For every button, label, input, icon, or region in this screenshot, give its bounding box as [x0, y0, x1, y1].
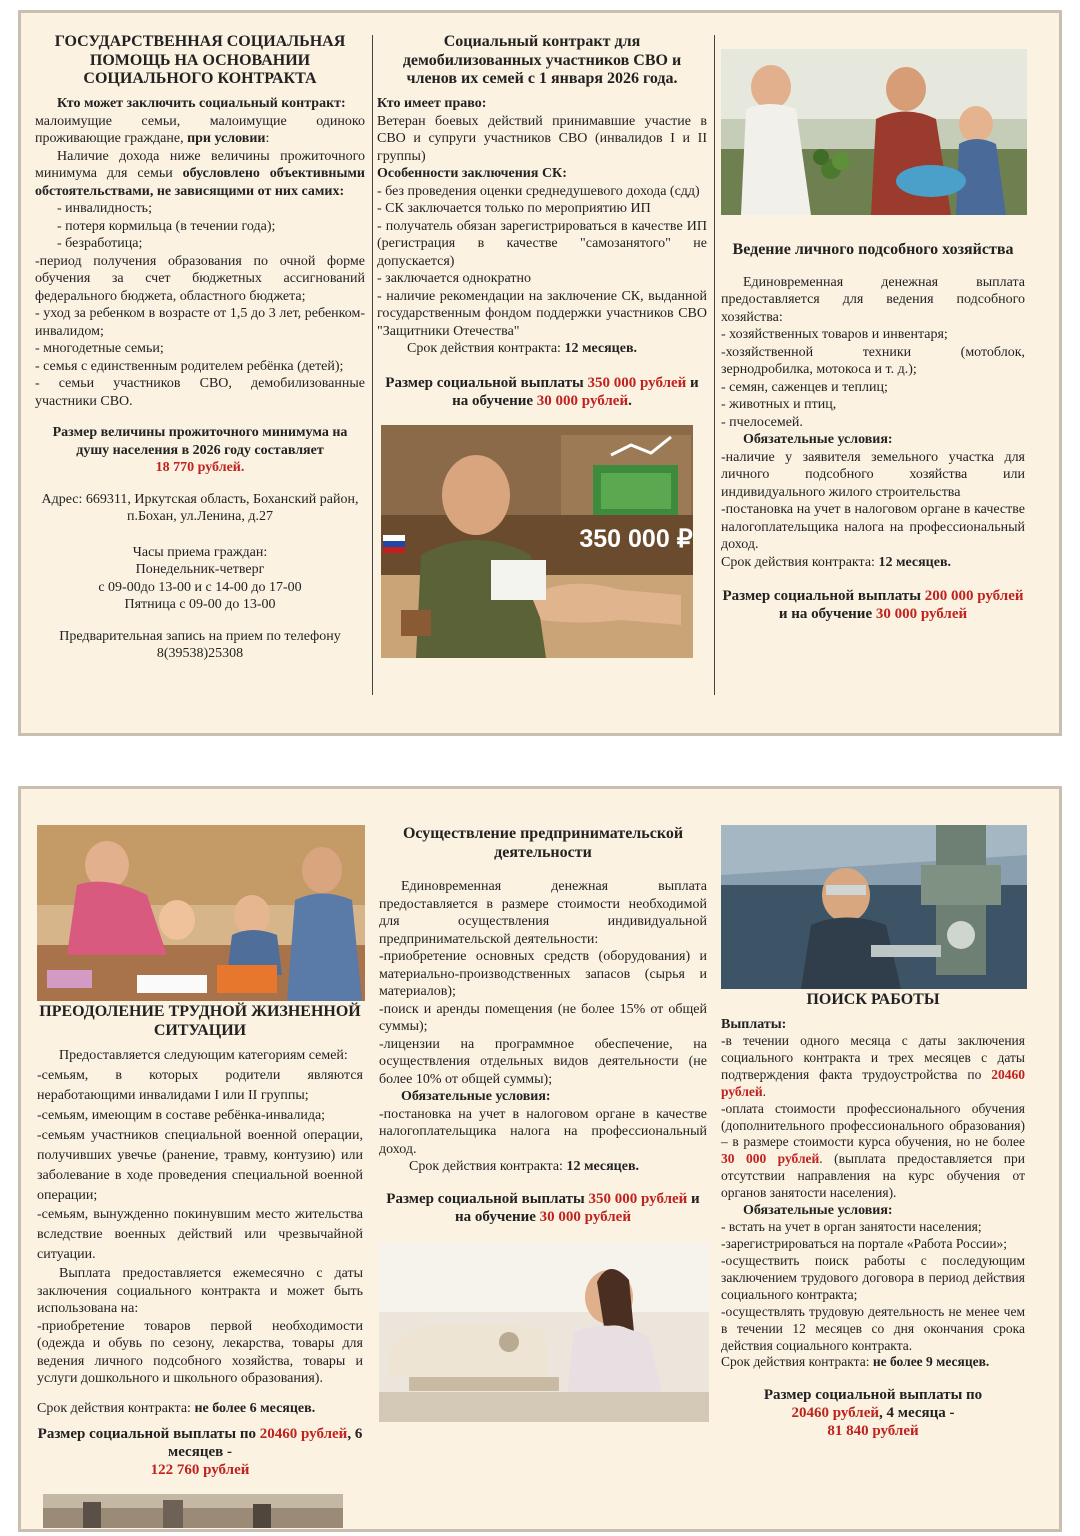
col5-intro: Единовременная денежная выплата предоставляется в размере стоимости необходимой для осуществления индивидуальной предпринимательской деятельности:: [379, 879, 707, 947]
hours-title: Часы приема граждан:: [132, 544, 268, 560]
col2-term-label: Срок действия контракта:: [407, 341, 561, 357]
col6-pay1-text: -в течении одного месяца с даты заключения социального контракта и трех месяцев с даты подтверждения факта трудоустройства по: [721, 1033, 1025, 1082]
column-difficult-situation: [37, 825, 363, 1528]
list-item: - животных и птиц,: [721, 397, 837, 413]
list-item: -период получения образования по очной форме обучения за счет бюджетных ассигнований федерального бюджета, областного бюджета;: [35, 253, 365, 304]
list-item: - без проведения оценки среднедушевого дохода (сдд): [377, 183, 700, 199]
list-item: -осуществить поиск работы с последующим заключением трудового договора в период действия социального контракта;: [721, 1253, 1025, 1302]
col6-pay2-value: 30 000 рублей: [721, 1151, 820, 1167]
hours-time: с 09-00до 13-00 и с 14-00 до 17-00: [98, 579, 302, 595]
list-item: -зарегистрироваться на портале «Работа России»;: [721, 1236, 1008, 1252]
brochure-page-bottom: [18, 786, 1062, 1532]
col6-pay1-value: 20460 рублей: [721, 1066, 1026, 1099]
col2-pay-value: 350 000 рублей: [587, 374, 687, 391]
col4-usage-item: -приобретение товаров первой необходимости (одежда и обувь по сезону, лекарства, товары для ведения личного подсобного хозяйства, товары и услуги дошкольного и школьного образования).: [37, 1318, 363, 1387]
col2-who-heading: Кто имеет право:: [377, 96, 487, 112]
col6-title: ПОИСК РАБОТЫ: [806, 991, 940, 1008]
col3-pay-edu: 30 000 рублей: [875, 606, 968, 623]
col1-conditions-list: [35, 200, 365, 410]
list-item: - наличие рекомендации на заключение СК, выданной государственным фондом поддержки участников СВО "Защитники Отечества": [377, 288, 707, 339]
minimum-label: Размер величины прожиточного минимума на душу населения в 2026 году составляет: [52, 425, 348, 458]
list-item: -постановка на учет в налоговом органе в качестве налогоплательщика налога на профессиональный доход.: [721, 502, 1025, 553]
col6-pay-prefix: Размер социальной выплаты по: [763, 1387, 983, 1404]
list-item: -семьям участников специальной военной операции, получивших увечье (ранение, травму, контузию) или заболевание в ходе проведения специальной военной операции;: [37, 1127, 363, 1203]
column-gap: [372, 819, 373, 1519]
column-divider: [714, 35, 715, 695]
col5-pay-edu: 30 000 рублей: [539, 1208, 631, 1225]
column-entrepreneurship: [379, 825, 707, 1422]
list-item: -семьям, имеющим в составе ребёнка-инвалида;: [37, 1108, 326, 1124]
col4-pay-value2: 122 760 рублей: [150, 1462, 250, 1479]
col2-who-text: Ветеран боевых действий принимавшие участие в СВО и супруги участников СВО (инвалидов I и II группы): [377, 113, 707, 164]
col2-pay-prefix: Размер социальной выплаты: [385, 374, 584, 391]
col5-pay-prefix: Размер социальной выплаты: [386, 1190, 585, 1207]
col2-features-list: [377, 183, 707, 341]
col5-title: Осуществление предпринимательской деятельности: [402, 825, 684, 861]
who-text: малоимущие семьи, малоимущие одиноко проживающие граждане,: [35, 113, 365, 147]
family-greenhouse-image: [721, 49, 1027, 215]
col4-categories-list: [37, 1066, 363, 1265]
list-item: -приобретение основных средств (оборудования) и материально-производственных запасов (сырья и материалов);: [379, 949, 707, 1000]
col4-pay-prefix: Размер социальной выплаты по: [37, 1426, 257, 1443]
col2-term-value: 12 месяцев.: [564, 341, 638, 357]
column-subsidiary-farm: [721, 49, 1025, 638]
list-item: -наличие у заявителя земельного участка для личного подсобного хозяйства или индивидуального жилого строительства: [721, 449, 1025, 500]
who-cond: при условии: [187, 131, 266, 147]
col2-payment: Размер социальной выплаты 350 000 рублей и на обучение 30 000 рублей.: [385, 374, 699, 409]
list-item: -семьям, вынужденно покинувшим место жительства вследствие военных действий или чрезвычайной ситуации.: [37, 1207, 363, 1263]
phone-info: Предварительная запись на прием по телефону 8(39538)25308: [59, 628, 341, 662]
col5-pay-value: 350 000 рублей: [588, 1190, 688, 1207]
col6-pay2-tail: (выплата предоставляется при отсутствии направления на курс обучения от органов занятости населения).: [721, 1151, 1025, 1201]
list-item: - пчелосемей.: [721, 414, 803, 430]
footer-strip-image: [43, 1494, 343, 1528]
list-item: - СК заключается только по мероприятию ИП: [377, 201, 651, 217]
col3-title: Ведение личного подсобного хозяйства: [732, 241, 1014, 258]
list-item: -осуществлять трудовую деятельность не менее чем в течении 12 месяцев со дня окончания срока действия социального контракта.: [721, 1303, 1025, 1353]
list-item: -семьям, в которых родители являются неработающими инвалидами I или II группы;: [37, 1068, 363, 1104]
woman-sewing-image: [379, 1242, 709, 1422]
column-svo-contract: [377, 33, 707, 658]
col6-pay-value1: 20460 рублей: [791, 1405, 880, 1422]
col4-usage: Выплата предоставляется ежемесячно с даты заключения социального контракта и может быть использована на:: [37, 1266, 363, 1317]
hours-friday: Пятница с 09-00 до 13-00: [124, 597, 276, 613]
col2-title: Социальный контракт для демобилизованных участников СВО и членов их семей с 1 января 2026 года.: [402, 33, 682, 88]
col4-pay-mid: , 6 месяцев -: [168, 1426, 363, 1461]
list-item: -лицензии на программное обеспечение, на осуществления отдельных видов деятельности (не более 10% от общей суммы);: [379, 1036, 707, 1087]
col5-term-label: Срок действия контракта:: [409, 1159, 563, 1175]
list-item: - семья с единственным родителем ребёнка (детей);: [35, 358, 344, 374]
column-divider: [372, 35, 373, 695]
col4-pay-value1: 20460 рублей: [259, 1426, 348, 1443]
col4-term-label: Срок действия контракта:: [37, 1400, 191, 1416]
hours-days: Понедельник-четверг: [135, 562, 265, 578]
list-item: - инвалидность;: [57, 201, 152, 217]
col3-pay-value: 200 000 рублей: [924, 588, 1024, 605]
col5-conditions-heading: Обязательные условия:: [401, 1089, 551, 1105]
col6-pay-value2: 81 840 рублей: [827, 1423, 919, 1440]
col6-pay-heading: Выплаты:: [721, 1016, 787, 1032]
list-item: - многодетные семьи;: [35, 341, 164, 357]
list-item: - хозяйственных товаров и инвентаря;: [721, 327, 948, 343]
col6-pay-mid: , 4 месяца -: [879, 1405, 955, 1422]
family-homework-image: [37, 825, 365, 1001]
col5-pay-mid: и на обучение: [455, 1190, 700, 1225]
col5-term-value: 12 месяцев.: [566, 1159, 640, 1175]
col1-title: ГОСУДАРСТВЕННАЯ СОЦИАЛЬНАЯ ПОМОЩЬ НА ОСНОВАНИИ СОЦИАЛЬНОГО КОНТРАКТА: [54, 33, 346, 88]
office-address: Адрес: 669311, Иркутская область, Боханский район, п.Бохан, ул.Ленина, д.27: [41, 491, 359, 525]
list-item: -поиск и аренды помещения (не более 15% от общей суммы);: [379, 1001, 707, 1035]
col6-term-value: не более 9 месяцев.: [872, 1354, 990, 1370]
col5-items-list: [379, 948, 707, 1088]
list-item: - потеря кормильца (в течении года);: [57, 218, 276, 234]
list-item: - безработица;: [57, 236, 143, 252]
who-heading: Кто может заключить социальный контракт:: [57, 96, 346, 112]
income-text: Наличие дохода ниже величины прожиточного минимума для семьи: [35, 148, 365, 182]
col3-pay-mid: и на обучение: [778, 606, 873, 623]
col4-payment: [37, 1425, 363, 1479]
col5-payment: [379, 1190, 707, 1226]
col6-conditions-heading: Обязательные условия:: [743, 1202, 893, 1218]
column-job-search: ПОИСК РАБОТЫ Выплаты: -в течении одного месяца с даты заключения социального контракта и трех месяцев с даты подтверждения факта трудоустройства по 20460 рублей. -оплата стоимости профессионального обучения (дополнительного профессионального образования) – в размере стоимости курса обучения, но не более 30 000 рублей. (выплата предоставляется при отсутствии направления на курс обучения от органов занятости населения). Обязательные условия: - встать на учет в орган занятости населения; -зарегистрироваться на портале «Работа России»; -осуществить поиск работы с последующим заключением трудового договора в период действия социального контракта; -осуществлять трудовую деятельность не менее чем в течении 12 месяцев со дня окончания срока действия социального контракта. Срок действия контракта: не более 9 месяцев. Размер социальной выплаты по 20460 рублей, 4 месяца - 81 840 рублей: [721, 825, 1025, 1455]
income-bold: обусловлено объективными обстоятельствами, не зависящими от них самих:: [35, 166, 366, 199]
col2-pay-edu: 30 000 рублей: [536, 392, 629, 409]
col3-pay-prefix: Размер социальной выплаты: [722, 588, 921, 605]
student-workshop-image: [721, 825, 1027, 989]
col6-conditions-list: [721, 1219, 1025, 1354]
col5-condition: -постановка на учет в налоговом органе в качестве налогоплательщика налога на профессиональный доход.: [379, 1106, 707, 1157]
col3-conditions-heading: Обязательные условия:: [743, 432, 893, 448]
soldier-handshake-image: [381, 425, 693, 658]
brochure-page-top: [18, 10, 1062, 736]
col2-features-heading: Особенности заключения СК:: [377, 166, 567, 182]
list-item: - уход за ребенком в возрасте от 1,5 до 3 лет, ребенком-инвалидом;: [35, 306, 365, 339]
col3-term-value: 12 месяцев.: [878, 554, 952, 570]
payment-badge-text: 350 000 ₽: [579, 524, 693, 553]
col6-pay2-text: -оплата стоимости профессионального обучения (дополнительного профессионального образования) – в размере стоимости курса обучения, но не более: [721, 1100, 1025, 1150]
list-item: - заключается однократно: [377, 271, 532, 287]
col3-intro: Единовременная денежная выплата предоставляется для ведения подсобного хозяйства:: [721, 274, 1025, 325]
col4-intro: Предоставляется следующим категориям семей:: [59, 1048, 348, 1064]
list-item: - семьи участников СВО, демобилизованные участники СВО.: [35, 376, 365, 409]
col6-term-label: Срок действия контракта:: [721, 1354, 870, 1370]
list-item: - получатель обязан зарегистрироваться в качестве ИП (регистрация в качестве "самозанятого" не допускается): [377, 218, 707, 269]
col3-items-list: [721, 326, 1025, 431]
col6-payment: [721, 1386, 1025, 1440]
list-item: - семян, саженцев и теплиц;: [721, 379, 888, 395]
col3-payment: [721, 587, 1025, 623]
column-social-contract-intro: ГОСУДАРСТВЕННАЯ СОЦИАЛЬНАЯ ПОМОЩЬ НА ОСНОВАНИИ СОЦИАЛЬНОГО КОНТРАКТА Кто может заключить социальный контракт: малоимущие семьи, малоимущие одиноко проживающие граждане, при условии: Наличие дохода ниже величины прожиточного минимума для семьи обусловлено объективными обстоятельствами, не зависящими от них самих: - инвалидность; - потеря кормильца (в течении года); - безработица; -период получения образования по очной форме обучения за счет бюджетных ассигнований федерального бюджета, областного бюджета; - уход за ребенком в возрасте от 1,5 до 3 лет, ребенком-инвалидом; - многодетные семьи; - семья с единственным родителем ребёнка (детей); - семьи участников СВО, демобилизованные участники СВО. Размер величины прожиточного минимума на душу населения в 2026 году составляет 18 770 рублей. Адрес: 669311, Иркутская область, Боханский район, п.Бохан, ул.Ленина, д.27 Часы приема граждан: Понедельник-четверг с 09-00до 13-00 и с 14-00 до 17-00 Пятница с 09-00 до 13-00 Предварительная запись на прием по телефону 8(39538)25308: [35, 33, 366, 662]
col4-title: ПРЕОДОЛЕНИЕ ТРУДНОЙ ЖИЗНЕННОЙ СИТУАЦИИ: [39, 1003, 361, 1039]
col4-term-value: не более 6 месяцев.: [194, 1400, 316, 1416]
list-item: -хозяйственной техники (мотоблок, зернодробилка, мотокоса и т. д.);: [721, 344, 1025, 378]
col2-pay-mid: и на обучение: [452, 374, 699, 409]
minimum-value: 18 770 рублей.: [155, 460, 245, 476]
col3-conditions-list: [721, 449, 1025, 554]
col3-term-label: Срок действия контракта:: [721, 554, 875, 570]
list-item: - встать на учет в орган занятости населения;: [721, 1219, 982, 1235]
